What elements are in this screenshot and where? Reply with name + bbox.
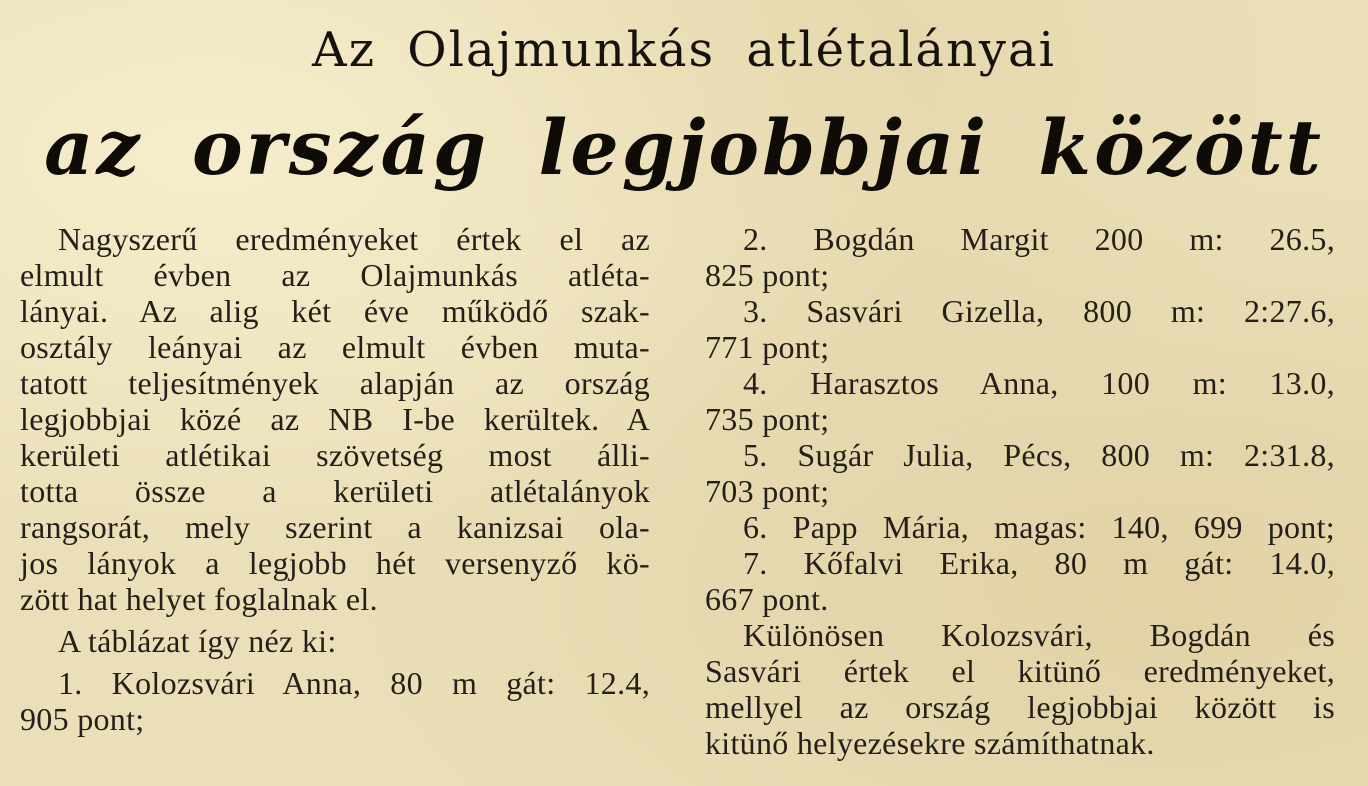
text-line: kerületi atlétikai szövetség most álli-	[20, 437, 650, 473]
ranking-entry-7: 7. Kőfalvi Erika, 80 m gát: 14.0,	[743, 545, 1335, 581]
text-line: osztály leányai az elmult évben muta-	[20, 329, 650, 365]
text-line: Különösen Kolozsvári, Bogdán és	[743, 617, 1335, 653]
headline-line-1: Az Olajmunkás atlétalányai	[312, 22, 1056, 78]
text-line: elmult évben az Olajmunkás atléta-	[20, 257, 650, 293]
article-column-left	[20, 221, 650, 737]
text-line: kitünő helyezésekre számíthatnak.	[705, 725, 1155, 761]
text-line: Sasvári értek el kitünő eredményeket,	[705, 653, 1335, 689]
ranking-entry-7-points: 667 pont.	[705, 581, 829, 617]
ranking-entry-5-points: 703 pont;	[705, 473, 830, 509]
ranking-entry-5: 5. Sugár Julia, Pécs, 800 m: 2:31.8,	[743, 437, 1335, 473]
ranking-entry-4: 4. Harasztos Anna, 100 m: 13.0,	[743, 365, 1335, 401]
text-line: tatott teljesítmények alapján az ország	[20, 365, 650, 401]
headline-line-2: az ország legjobbjai között	[44, 103, 1324, 192]
ranking-entry-2-points: 825 pont;	[705, 257, 830, 293]
ranking-entry-3: 3. Sasvári Gizella, 800 m: 2:27.6,	[743, 293, 1335, 329]
ranking-entry-1: 1. Kolozsvári Anna, 80 m gát: 12.4,	[58, 665, 650, 701]
text-line: lányai. Az alig két éve működő szak-	[20, 293, 650, 329]
text-line: mellyel az ország legjobbjai között is	[705, 689, 1335, 725]
ranking-entry-3-points: 771 pont;	[705, 329, 830, 365]
text-line: A táblázat így néz ki:	[58, 623, 337, 659]
ranking-entry-1-points: 905 pont;	[20, 701, 145, 737]
text-line: jos lányok a legjobb hét versenyző kö-	[20, 545, 650, 581]
text-line: Nagyszerű eredményeket értek el az	[58, 221, 650, 257]
ranking-entry-2: 2. Bogdán Margit 200 m: 26.5,	[743, 221, 1335, 257]
text-line: legjobbjai közé az NB I-be kerültek. A	[20, 401, 650, 437]
text-line: rangsorát, mely szerint a kanizsai ola-	[20, 509, 650, 545]
text-line: zött hat helyet foglalnak el.	[20, 581, 378, 617]
ranking-entry-4-points: 735 pont;	[705, 401, 830, 437]
article-column-right	[705, 221, 1335, 761]
ranking-entry-6: 6. Papp Mária, magas: 140, 699 pont;	[743, 509, 1335, 545]
text-line: totta össze a kerületi atlétalányok	[20, 473, 650, 509]
